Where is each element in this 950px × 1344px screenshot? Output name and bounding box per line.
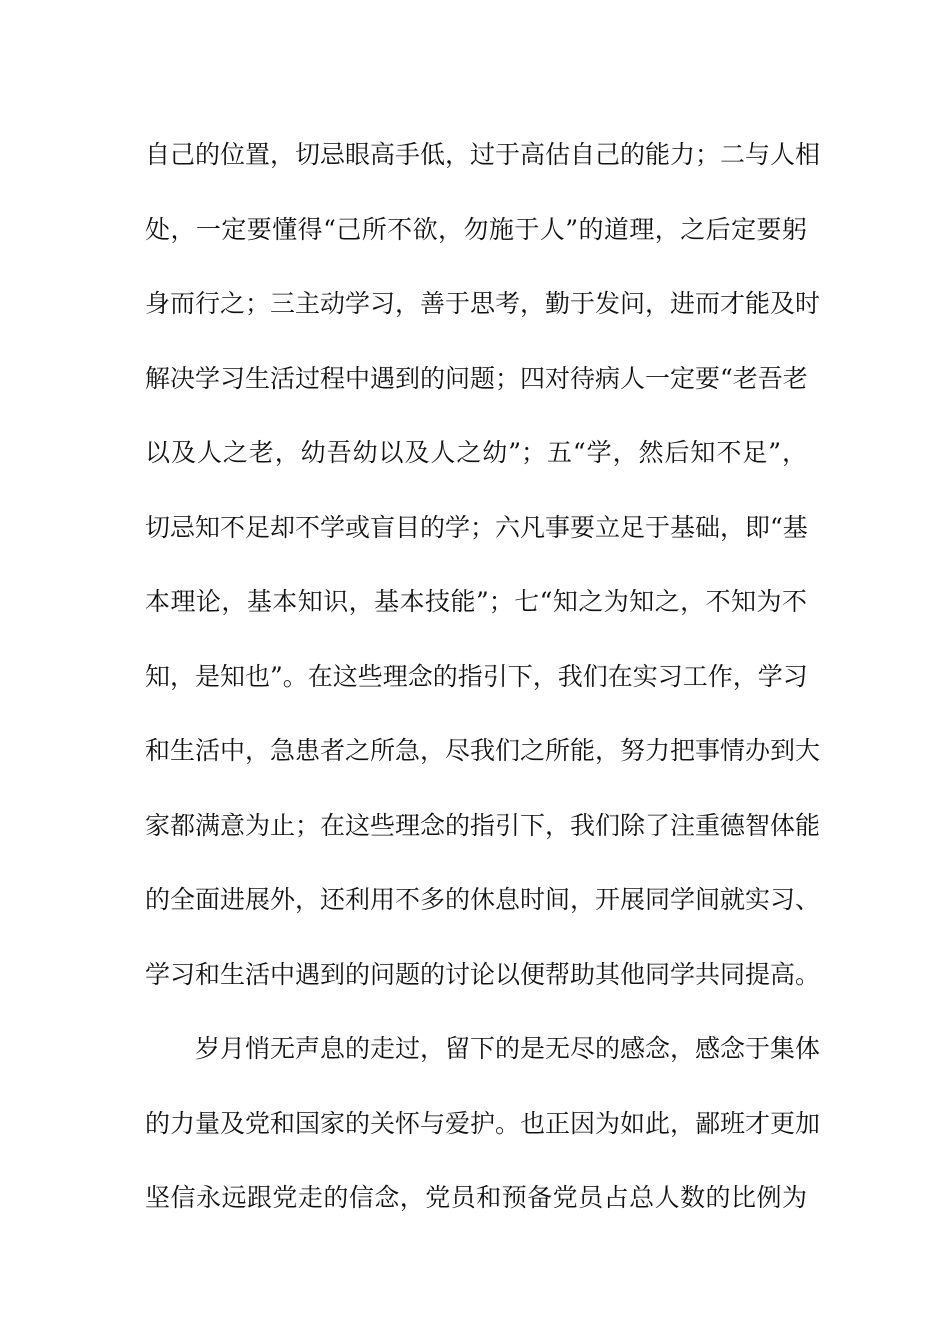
text-line: 知，是知也”。在这些理念的指引下，我们在实习工作，学习 [145, 661, 808, 691]
text-line: 处，一定要懂得“己所不欲，勿施于人”的道理，之后定要躬 [145, 214, 807, 244]
text-line: 家都满意为止；在这些理念的指引下，我们除了注重德智体能 [145, 810, 821, 840]
text-line: 的力量及党和国家的关怀与爱护。也正因为如此，鄙班才更加 [145, 1108, 821, 1138]
paragraph-first-line: 岁月悄无声息的走过，留下的是无尽的感念，感念于集体 [195, 1034, 821, 1063]
text-line: 身而行之；三主动学习，善于思考，勤于发问，进而才能及时 [145, 289, 821, 318]
document-body [145, 130, 821, 1248]
text-line: 本理论，基本知识，基本技能”；七“知之为知之，不知为不 [145, 587, 807, 616]
text-line: 的全面进展外，还利用不多的休息时间，开展同学间就实习、 [145, 885, 821, 914]
text-line: 和生活中，急患者之所急，尽我们之所能，努力把事情办到大 [145, 736, 821, 765]
paragraph-end-line: 学习和生活中遇到的问题的讨论以便帮助其他同学共同提高。 [145, 959, 821, 989]
text-line: 以及人之老，幼吾幼以及人之幼”；五“学，然后知不足”， [145, 438, 807, 467]
text-line: 解决学习生活过程中遇到的问题；四对待病人一定要“老吾老 [145, 363, 808, 393]
text-line: 切忌知不足却不学或盲目的学；六凡事要立足于基础，即“基 [145, 512, 808, 542]
text-line: 坚信永远跟党走的信念，党员和预备党员占总人数的比例为 [145, 1183, 807, 1212]
text-line: 自己的位置，切忌眼高手低，过于高估自己的能力；二与人相 [145, 140, 821, 169]
